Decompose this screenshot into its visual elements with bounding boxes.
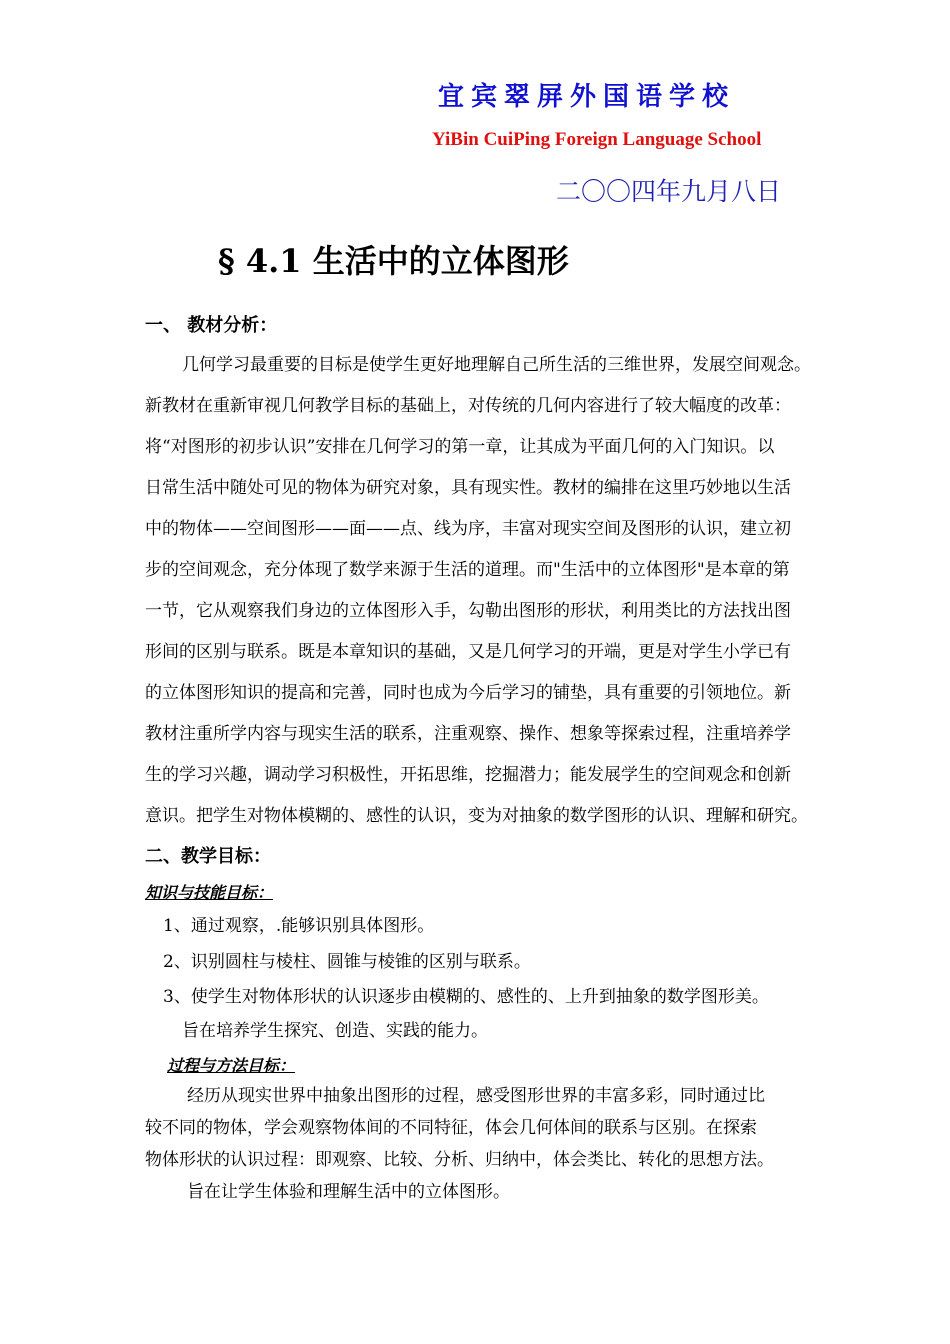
school-name-english: YiBin CuiPing Foreign Language School	[432, 129, 762, 150]
paragraph-line: 将“对图形的初步认识”安排在几何学习的第一章，让其成为平面几何的入门知识。以	[145, 437, 775, 457]
subheading-knowledge-skills: 知识与技能目标：	[145, 883, 274, 902]
paragraph-line: 几何学习最重要的目标是使学生更好地理解自己所生活的三维世界，发展空间观念。	[182, 355, 811, 375]
paragraph-line: 物体形状的认识过程：即观察、比较、分析、归纳中，体会类比、转化的思想方法。	[145, 1150, 774, 1170]
page-title: § 4.1 生活中的立体图形	[218, 242, 569, 280]
paragraph-line: 意识。把学生对物体模糊的、感性的认识，变为对抽象的数学图形的认识、理解和研究。	[145, 806, 808, 826]
paragraph-line: 日常生活中随处可见的物体为研究对象，具有现实性。教材的编排在这里巧妙地以生活	[145, 478, 791, 498]
paragraph-line: 步的空间观念，充分体现了数学来源于生活的道理。而"生活中的立体图形"是本章的第	[145, 560, 790, 580]
paragraph-line: 教材注重所学内容与现实生活的联系，注重观察、操作、想象等探索过程，注重培养学	[145, 724, 791, 744]
goal-item: 2、识别圆柱与棱柱、圆锥与棱锥的区别与联系。	[163, 952, 531, 972]
paragraph-line: 中的物体——空间图形——面——点、线为序，丰富对现实空间及图形的认识，建立初	[145, 519, 791, 539]
goal-aim: 旨在培养学生探究、创造、实践的能力。	[182, 1021, 488, 1041]
section-heading-material-analysis: 一、 教材分析：	[145, 315, 278, 336]
goal-item: 3、使学生对物体形状的认识逐步由模糊的、感性的、上升到抽象的数学图形美。	[163, 987, 769, 1007]
paragraph-line: 的立体图形知识的提高和完善，同时也成为今后学习的铺垫，具有重要的引领地位。新	[145, 683, 791, 703]
paragraph-line: 形间的区别与联系。既是本章知识的基础，又是几何学习的开端，更是对学生小学已有	[145, 642, 791, 662]
paragraph-line: 较不同的物体，学会观察物体间的不同特征，体会几何体间的联系与区别。在探索	[145, 1118, 757, 1138]
goal-aim: 旨在让学生体验和理解生活中的立体图形。	[187, 1182, 510, 1202]
paragraph-line: 生的学习兴趣，调动学习积极性，开拓思维，挖掘潜力；能发展学生的空间观念和创新	[145, 765, 791, 785]
section-heading-teaching-goals: 二、教学目标：	[145, 846, 271, 867]
goal-item: 1、通过观察，.能够识别具体图形。	[163, 916, 435, 936]
subheading-process-method: 过程与方法目标：	[167, 1056, 296, 1075]
paragraph-line: 一节，它从观察我们身边的立体图形入手，勾勒出图形的形状，利用类比的方法找出图	[145, 601, 791, 621]
school-name-chinese: 宜宾翠屏外国语学校	[438, 82, 736, 112]
document-date: 二〇〇四年九月八日	[556, 177, 782, 206]
paragraph-line: 经历从现实世界中抽象出图形的过程，感受图形世界的丰富多彩，同时通过比	[187, 1086, 765, 1106]
paragraph-line: 新教材在重新审视几何教学目标的基础上，对传统的几何内容进行了较大幅度的改革：	[145, 396, 791, 416]
